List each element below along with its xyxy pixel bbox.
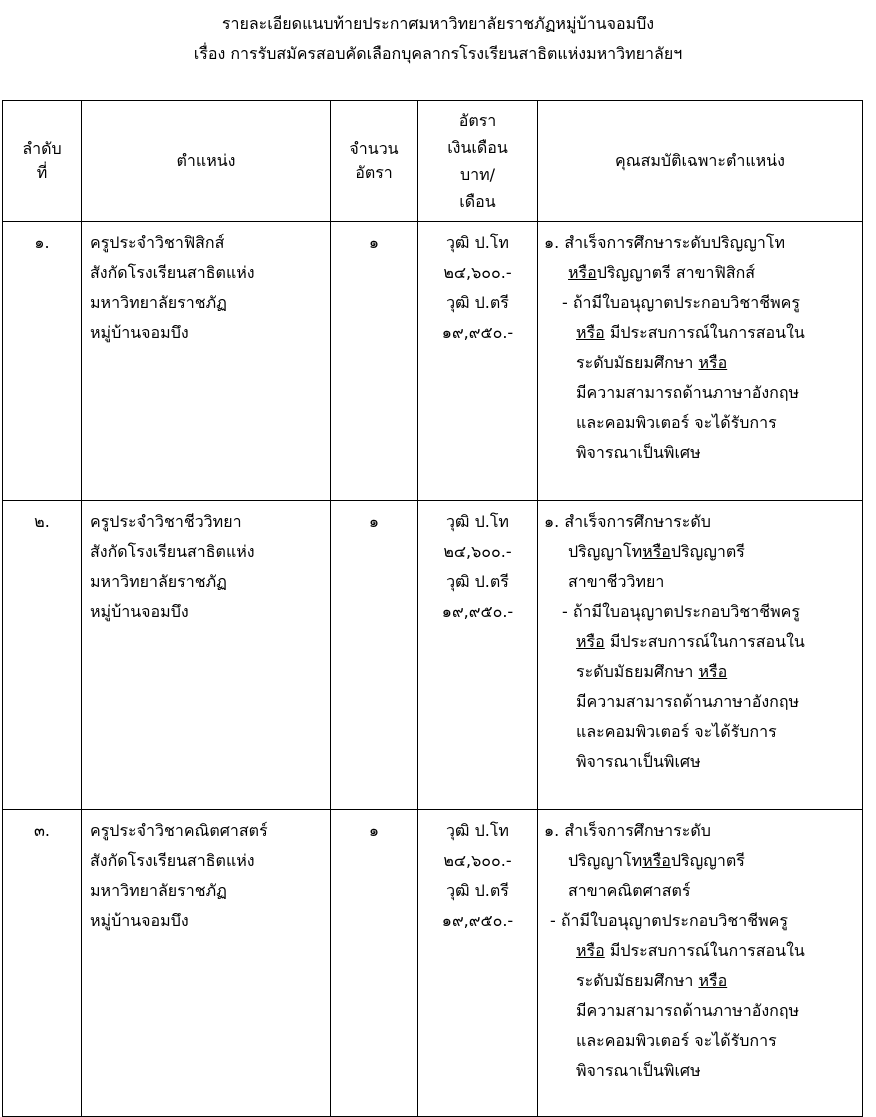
cell-rate <box>331 222 418 501</box>
column-header-no <box>3 101 82 222</box>
underlined-or: หรือ <box>642 851 671 870</box>
rate-value: ๑ <box>368 512 380 531</box>
qualification-text: ระดับมัธยมศึกษา <box>576 353 699 372</box>
column-header-qualification <box>538 101 863 222</box>
document-title-line-1: รายละเอียดแนบท้ายประกาศมหาวิทยาลัยราชภัฏหมู่บ้านจอมบึง <box>221 14 655 33</box>
qualification-line: มีความสามารถด้านภาษาอังกฤษ <box>576 692 800 711</box>
position-line: หมู่บ้านจอมบึง <box>90 911 189 930</box>
qualification-line: - ถ้ามีใบอนุญาตประกอบวิชาชีพครู <box>550 911 788 930</box>
cell-no <box>3 222 82 501</box>
underlined-or: หรือ <box>576 941 605 960</box>
header-text: เดือน <box>459 192 496 211</box>
qualification-text: ปริญญาโท <box>568 851 643 870</box>
position-line: ครูประจำวิชาฟิสิกส์ <box>90 233 225 252</box>
cell-qualification <box>538 501 863 810</box>
column-header-rate <box>331 101 418 222</box>
salary-line: ๑๙,๙๕๐.- <box>441 602 514 621</box>
document-title-line-2: เรื่อง การรับสมัครสอบคัดเลือกบุคลากรโรงเรียนสาธิตแห่งมหาวิทยาลัยฯ <box>193 44 683 63</box>
cell-salary <box>418 810 538 1117</box>
qualification-text: ระดับมัธยมศึกษา <box>576 662 699 681</box>
qualification-line: มีความสามารถด้านภาษาอังกฤษ <box>576 383 800 402</box>
header-text: ที่ <box>36 163 48 182</box>
row-number: ๑. <box>34 233 50 252</box>
qualification-line <box>544 537 862 567</box>
salary-line: วุฒิ ป.ตรี <box>446 881 509 900</box>
header-text: ลำดับ <box>22 139 62 158</box>
cell-no <box>3 810 82 1117</box>
position-line: มหาวิทยาลัยราชภัฏ <box>90 572 227 591</box>
salary-line: วุฒิ ป.ตรี <box>446 293 509 312</box>
position-line: ครูประจำวิชาคณิตศาสตร์ <box>90 821 268 840</box>
table-row <box>3 501 863 810</box>
qualification-line <box>544 258 862 288</box>
qualification-line: สาขาคณิตศาสตร์ <box>568 881 691 900</box>
positions-table <box>2 100 863 1117</box>
column-header-salary <box>418 101 538 222</box>
row-number: ๒. <box>34 512 50 531</box>
qualification-text: ระดับมัธยมศึกษา <box>576 971 699 990</box>
table-row <box>3 810 863 1117</box>
salary-line: ๑๙,๙๕๐.- <box>441 911 514 930</box>
qualification-text: ปริญญาตรี <box>670 851 745 870</box>
position-line: สังกัดโรงเรียนสาธิตแห่ง <box>90 851 255 870</box>
qualification-line: สาขาชีววิทยา <box>568 572 665 591</box>
rate-value: ๑ <box>368 233 380 252</box>
qualification-text: มีประสบการณ์ในการสอนใน <box>604 632 805 651</box>
header-text: คุณสมบัติเฉพาะตำแหน่ง <box>615 151 785 170</box>
qualification-line <box>544 318 862 348</box>
underlined-or: หรือ <box>698 662 728 681</box>
position-line: หมู่บ้านจอมบึง <box>90 323 189 342</box>
qualification-line: - ถ้ามีใบอนุญาตประกอบวิชาชีพครู <box>562 602 800 621</box>
cell-qualification <box>538 222 863 501</box>
qualification-line: - ถ้ามีใบอนุญาตประกอบวิชาชีพครู <box>562 293 800 312</box>
qualification-text: ปริญญาตรี สาขาฟิสิกส์ <box>596 263 756 282</box>
salary-line: ๑๙,๙๕๐.- <box>441 323 514 342</box>
salary-line: วุฒิ ป.ตรี <box>446 572 509 591</box>
qualification-line: และคอมพิวเตอร์ จะได้รับการ <box>576 722 777 741</box>
cell-no <box>3 501 82 810</box>
header-text: ตำแหน่ง <box>176 151 236 170</box>
salary-line: ๒๔,๖๐๐.- <box>443 263 512 282</box>
qualification-line: ๑. สำเร็จการศึกษาระดับ <box>544 821 711 840</box>
position-line: มหาวิทยาลัยราชภัฏ <box>90 881 227 900</box>
underlined-or: หรือ <box>576 632 605 651</box>
underlined-or: หรือ <box>642 542 671 561</box>
salary-line: ๒๔,๖๐๐.- <box>443 542 512 561</box>
cell-salary <box>418 501 538 810</box>
qualification-line <box>544 846 862 876</box>
underlined-or: หรือ <box>698 353 728 372</box>
qualification-line <box>544 966 862 996</box>
header-text: จำนวน <box>349 139 399 158</box>
cell-position <box>82 810 331 1117</box>
cell-rate <box>331 810 418 1117</box>
table-row <box>3 222 863 501</box>
qualification-line: มีความสามารถด้านภาษาอังกฤษ <box>576 1001 800 1020</box>
position-line: สังกัดโรงเรียนสาธิตแห่ง <box>90 263 255 282</box>
rate-value: ๑ <box>368 821 380 840</box>
table-header-row <box>3 101 863 222</box>
qualification-text: มีประสบการณ์ในการสอนใน <box>604 323 805 342</box>
row-number: ๓. <box>33 821 51 840</box>
header-text: อัตรา <box>355 163 393 182</box>
qualification-line: พิจารณาเป็นพิเศษ <box>576 752 701 771</box>
position-line: ครูประจำวิชาชีววิทยา <box>90 512 242 531</box>
qualification-text: มีประสบการณ์ในการสอนใน <box>604 941 805 960</box>
cell-salary <box>418 222 538 501</box>
position-line: มหาวิทยาลัยราชภัฏ <box>90 293 227 312</box>
qualification-line <box>544 627 862 657</box>
qualification-line: และคอมพิวเตอร์ จะได้รับการ <box>576 413 777 432</box>
qualification-line: ๑. สำเร็จการศึกษาระดับ <box>544 512 711 531</box>
position-line: สังกัดโรงเรียนสาธิตแห่ง <box>90 542 255 561</box>
qualification-text: ปริญญาโท <box>568 542 643 561</box>
qualification-line <box>544 657 862 687</box>
qualification-line <box>544 348 862 378</box>
qualification-line: และคอมพิวเตอร์ จะได้รับการ <box>576 1031 777 1050</box>
qualification-line: ๑. สำเร็จการศึกษาระดับปริญญาโท <box>544 233 786 252</box>
salary-line: วุฒิ ป.โท <box>446 233 509 252</box>
salary-line: ๒๔,๖๐๐.- <box>443 851 512 870</box>
qualification-text: ปริญญาตรี <box>670 542 745 561</box>
cell-rate <box>331 501 418 810</box>
header-text: บาท/ <box>459 165 496 184</box>
qualification-line <box>544 936 862 966</box>
cell-position <box>82 501 331 810</box>
header-text: อัตรา <box>458 111 497 130</box>
cell-position <box>82 222 331 501</box>
salary-line: วุฒิ ป.โท <box>446 512 509 531</box>
qualification-line: พิจารณาเป็นพิเศษ <box>576 443 701 462</box>
column-header-position <box>82 101 331 222</box>
cell-qualification <box>538 810 863 1117</box>
header-text: เงินเดือน <box>447 138 508 157</box>
position-line: หมู่บ้านจอมบึง <box>90 602 189 621</box>
underlined-or: หรือ <box>698 971 728 990</box>
underlined-or: หรือ <box>568 263 597 282</box>
qualification-line: พิจารณาเป็นพิเศษ <box>576 1061 701 1080</box>
salary-line: วุฒิ ป.โท <box>446 821 509 840</box>
underlined-or: หรือ <box>576 323 605 342</box>
